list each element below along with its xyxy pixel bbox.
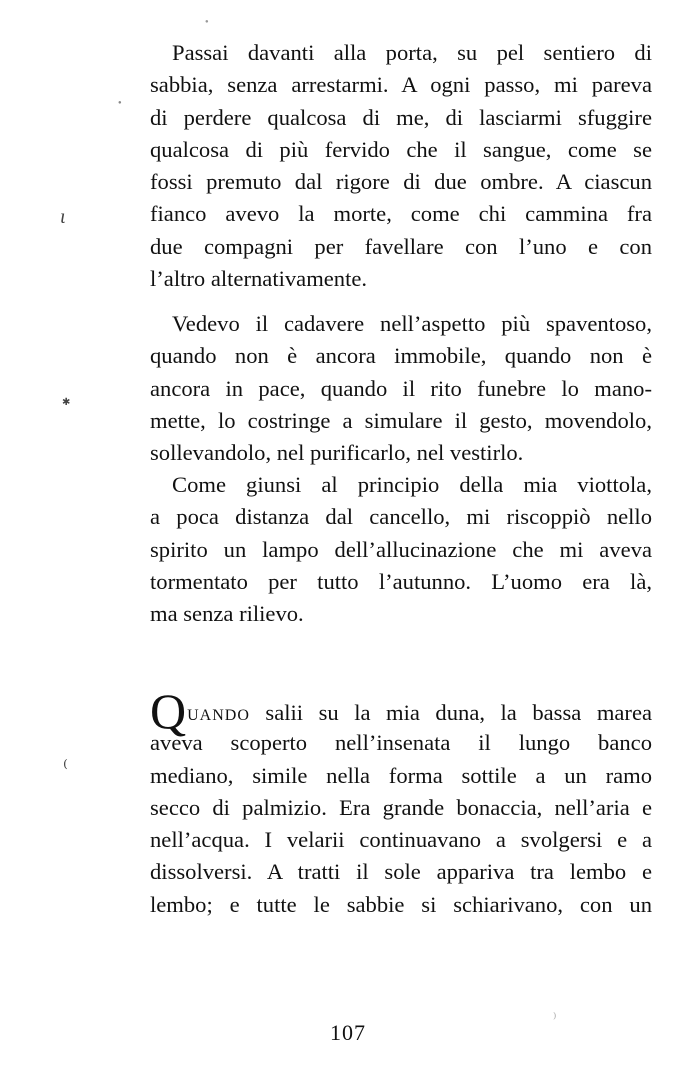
- paragraph-line: nell’acqua. I velarii continuavano a svolgersi e a: [150, 827, 652, 853]
- paragraph-line: mette, lo costringe a simulare il gesto, movendolo,: [150, 407, 652, 433]
- paragraph-line: fossi premuto dal rigore di due ombre. A ciascun: [150, 169, 652, 195]
- paragraph-line: mediano, simile nella forma sottile a un ramo: [150, 762, 652, 788]
- margin-mark-icon: ɩ: [60, 206, 66, 228]
- paragraph-line: spirito un lampo dell’allucinazione che mi aveva: [150, 536, 652, 562]
- paragraph-line: fianco avevo la morte, come chi cammina fra: [150, 201, 652, 227]
- paragraph-1: [150, 37, 652, 295]
- margin-dot-icon: ✱: [62, 397, 71, 408]
- paragraph-line: Passai davanti alla porta, su pel sentiero di: [172, 40, 652, 65]
- paragraph-line: lembo; e tutte le sabbie si schiarivano, con un: [150, 891, 652, 917]
- paragraph-line: due compagni per favellare con l’uno e con: [150, 233, 652, 259]
- speck-icon: ●: [118, 100, 122, 106]
- page-number: 107: [330, 1020, 366, 1045]
- paragraph-line: aveva scoperto nell’insenata il lungo banco: [150, 730, 652, 756]
- paragraph-first-line: [150, 683, 652, 739]
- margin-stroke-icon: ⁾: [553, 1012, 557, 1027]
- paragraph-line: Come giunsi al principio della mia viottola,: [172, 472, 652, 497]
- paragraph-line: ma senza rilievo.: [150, 601, 304, 627]
- speck-icon: ●: [205, 19, 209, 25]
- paragraph-2: [150, 308, 652, 469]
- paragraph-line: secco di palmizio. Era grande bonaccia, nell’aria e: [150, 794, 652, 820]
- drop-cap: Q: [150, 683, 187, 739]
- first-line-text: salii su la mia duna, la bassa marea: [249, 700, 652, 725]
- paragraph-line: ancora in pace, quando il rito funebre lo mano-: [150, 375, 652, 401]
- paragraph-line: dissolversi. A tratti il sole appariva tra lembo e: [150, 859, 652, 885]
- paragraph-line: tormentato per tutto l’autunno. L’uomo era là,: [150, 568, 652, 594]
- margin-bracket-icon: ⁽: [63, 757, 68, 779]
- paragraph-line: di perdere qualcosa di me, di lasciarmi sfuggire: [150, 104, 652, 130]
- paragraph-4: [150, 683, 652, 921]
- paragraph-line: Vedevo il cadavere nell’aspetto più spaventoso,: [172, 311, 652, 336]
- paragraph-line: sollevandolo, nel purificarlo, nel vestirlo.: [150, 440, 524, 466]
- small-caps-word: uando: [187, 700, 250, 725]
- paragraph-line: qualcosa di più fervido che il sangue, come se: [150, 136, 652, 162]
- paragraph-line: l’altro alternativamente.: [150, 266, 368, 292]
- paragraph-line: a poca distanza dal cancello, mi riscoppiò nello: [150, 504, 652, 530]
- paragraph-line: sabbia, senza arrestarmi. A ogni passo, mi pareva: [150, 72, 652, 98]
- paragraph-3: [150, 469, 652, 630]
- paragraph-line: quando non è ancora immobile, quando non è: [150, 343, 652, 369]
